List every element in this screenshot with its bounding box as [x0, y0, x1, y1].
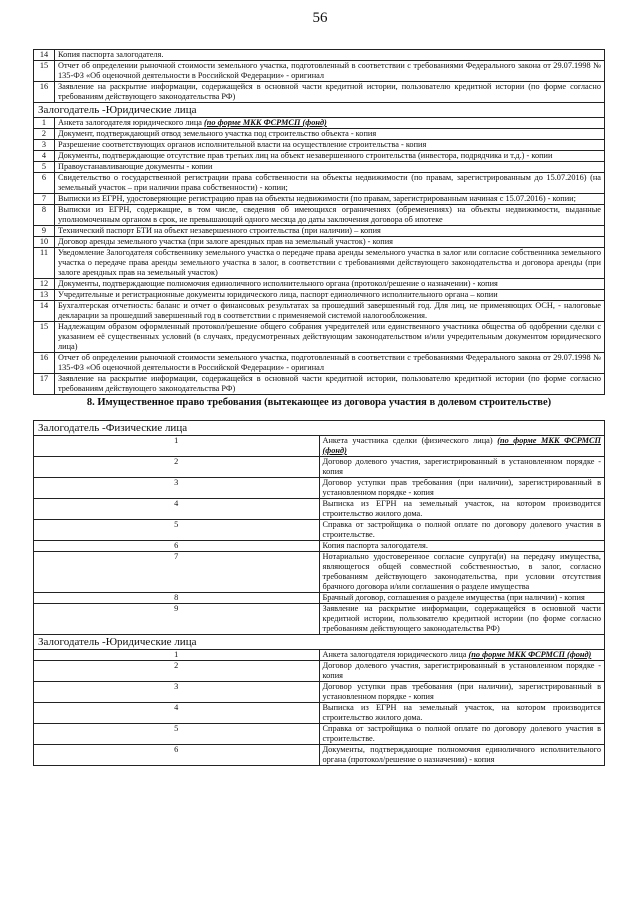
row-text: Выписки из ЕГРН, удостоверяющие регистрацию прав на объекты недвижимости (по правам, зарегистрированным начиная с 15.07.2016) - копии;	[55, 194, 605, 205]
table-row	[34, 604, 605, 635]
row-number: 5	[34, 162, 55, 173]
row-text: Отчет об определении рыночной стоимости земельного участка, подготовленный в соответствии с требованиями Федерального закона от 29.07.1998 № 135-ФЗ «Об оценочной деятельности в Российской Федерации» - оригинал	[55, 61, 605, 82]
section-header-row	[34, 635, 605, 650]
table-c-rows	[34, 661, 605, 766]
table-row	[34, 140, 605, 151]
row-number: 2	[34, 457, 320, 478]
table-row	[34, 552, 605, 593]
row-text: Бухгалтерская отчетность: баланс и отчет о финансовых результатах за прошедший завершенный год. Для лиц, не применяющих ОСН, - налоговые декларации за прошедший завершенный год в соответствии с применяемой системой налогообложения.	[55, 301, 605, 322]
row-text: Заявление на раскрытие информации, содержащейся в основной части кредитной истории, пользователю кредитной истории (по форме согласно требованиям действующего законодательства РФ)	[55, 82, 605, 103]
table-row	[34, 237, 605, 248]
row-text: Нотариально удостоверенное согласие супруга(и) на передачу имущества, являющегося общей совместной собственностью, в залог, согласно требованиям действующего законодательства, при условии отсутствия брачного договора и/или соглашения о разделе имущества	[319, 552, 605, 593]
table-a-rows	[34, 129, 605, 395]
row-text: Надлежащим образом оформленный протокол/решение общего собрания учредителей или единственного участника общества об одобрении сделки с указанием её существенных условий (в случаях, предусмотренных действующим законодательством и/или учредительным документом юридического лица)	[55, 322, 605, 353]
row-text: Договор аренды земельного участка (при залоге арендных прав на земельный участок) - копия	[55, 237, 605, 248]
row-text: Копия паспорта залогодателя.	[319, 541, 605, 552]
documents-table-land	[33, 49, 605, 395]
table-row	[34, 499, 605, 520]
section-header-row	[34, 103, 605, 118]
table-row	[34, 724, 605, 745]
row-number: 3	[34, 140, 55, 151]
row-text: Документы, подтверждающие полномочия единоличного исполнительного органа (протокол/решение о назначении) - копия	[319, 745, 605, 766]
row-text: Копия паспорта залогодателя.	[55, 50, 605, 61]
table-row	[34, 290, 605, 301]
table-row	[34, 745, 605, 766]
page-number: 56	[312, 10, 328, 26]
table-row	[34, 162, 605, 173]
row-number: 16	[34, 353, 55, 374]
row-number: 14	[34, 50, 55, 61]
table-row	[34, 436, 605, 457]
row-text: Заявление на раскрытие информации, содержащейся в основной части кредитной истории, пользователю кредитной истории (по форме согласно требованиям действующего законодательства РФ)	[55, 374, 605, 395]
row-number: 13	[34, 290, 55, 301]
row-number: 10	[34, 237, 55, 248]
row-text: Разрешение соответствующих органов исполнительной власти на осуществление строительства - копия	[55, 140, 605, 151]
form-reference: (по форме МКК ФСРМСП (фонд)	[468, 650, 592, 659]
row-number: 8	[34, 593, 320, 604]
table-row	[34, 194, 605, 205]
row-number: 1	[34, 118, 55, 129]
table-a-continued-rows	[34, 50, 605, 103]
row-text: Отчет об определении рыночной стоимости земельного участка, подготовленный в соответствии с требованиями Федерального закона от 29.07.1998 № 135-ФЗ «Об оценочной деятельности в Российской Федерации» - оригинал	[55, 353, 605, 374]
table-row	[34, 82, 605, 103]
row-number: 3	[34, 478, 320, 499]
row-number: 4	[34, 703, 320, 724]
row-text: Справка от застройщика о полной оплате по договору долевого участия в строительстве.	[319, 520, 605, 541]
table-row	[34, 50, 605, 61]
document-body	[33, 49, 605, 766]
row-text: Договор долевого участия, зарегистрированный в установленном порядке - копия	[319, 661, 605, 682]
row-number: 6	[34, 745, 320, 766]
row-number: 9	[34, 226, 55, 237]
table-row	[34, 520, 605, 541]
row-text: Договор уступки прав требования (при наличии), зарегистрированный в установленном порядке - копия	[319, 682, 605, 703]
row-number: 4	[34, 151, 55, 162]
row-text: Заявление на раскрытие информации, содержащейся в основной части кредитной истории, пользователю кредитной истории (по форме согласно требованиям действующего законодательства РФ)	[319, 604, 605, 635]
row-text	[55, 118, 605, 129]
row-number: 17	[34, 374, 55, 395]
table-row	[34, 151, 605, 162]
table-row	[34, 61, 605, 82]
row-number: 6	[34, 541, 320, 552]
row-text: Документы, подтверждающие полномочия единоличного исполнительного органа (протокол/решение о назначении) - копия	[55, 279, 605, 290]
table-row	[34, 301, 605, 322]
section-heading-8: 8. Имущественное право требования (вытекающее из договора участия в долевом строительстве)	[86, 397, 552, 408]
row-text: Выписка из ЕГРН на земельный участок, на котором производится строительство жилого дома.	[319, 499, 605, 520]
section-title: Залогодатель -Юридические лица	[34, 103, 605, 118]
table-row	[34, 353, 605, 374]
row-number: 4	[34, 499, 320, 520]
table-b-individuals-section	[34, 421, 605, 457]
table-row	[34, 226, 605, 237]
table-c-legal-section	[34, 635, 605, 661]
table-row	[34, 118, 605, 129]
row-number: 6	[34, 173, 55, 194]
row-text: Правоустанавливающие документы - копии	[55, 162, 605, 173]
table-row	[34, 478, 605, 499]
row-text: Документы, подтверждающие отсутствие прав третьих лиц на объект незавершенного строительства (инвестора, подрядчика и т.д.) - копии	[55, 151, 605, 162]
row-number: 5	[34, 724, 320, 745]
table-b-rows	[34, 457, 605, 635]
row-text: Выписка из ЕГРН на земельный участок, на котором производится строительство жилого дома.	[319, 703, 605, 724]
row-text: Договор долевого участия, зарегистрированный в установленном порядке - копия	[319, 457, 605, 478]
form-reference: (по форме МКК ФСРМСП (фонд)	[204, 118, 327, 127]
row-number: 16	[34, 82, 55, 103]
row-text: Договор уступки прав требования (при наличии), зарегистрированный в установленном порядке - копия	[319, 478, 605, 499]
table-row	[34, 703, 605, 724]
table-row	[34, 682, 605, 703]
table-row	[34, 248, 605, 279]
row-number: 7	[34, 552, 320, 593]
row-text: Справка от застройщика о полной оплате по договору долевого участия в строительстве.	[319, 724, 605, 745]
table-row	[34, 279, 605, 290]
row-text	[319, 436, 605, 457]
row-number: 2	[34, 129, 55, 140]
row-text	[319, 650, 605, 661]
row-number: 1	[34, 436, 320, 457]
row-text-prefix: Анкета участника сделки (физического лица)	[322, 436, 498, 445]
row-number: 9	[34, 604, 320, 635]
table-row	[34, 650, 605, 661]
table-row	[34, 173, 605, 194]
table-a-legal-section	[34, 103, 605, 129]
row-number: 3	[34, 682, 320, 703]
table-row	[34, 374, 605, 395]
row-number: 14	[34, 301, 55, 322]
documents-table-claims	[33, 420, 605, 766]
row-number: 15	[34, 322, 55, 353]
row-number: 8	[34, 205, 55, 226]
form-reference: (по форме МКК ФСРМСП (фонд)	[322, 436, 601, 455]
row-number: 5	[34, 520, 320, 541]
row-text: Выписки из ЕГРН, содержащие, в том числе, сведения об имеющихся ограничениях (обременениях) на объекты недвижимости, выданные уполномоченным органом в срок, не превышающий одного месяца до даты заключения договора об ипотеке	[55, 205, 605, 226]
row-number: 15	[34, 61, 55, 82]
row-text-prefix: Анкета залогодателя юридического лица	[58, 118, 205, 127]
row-number: 2	[34, 661, 320, 682]
section-title: Залогодатель -Юридические лица	[34, 635, 605, 650]
row-text: Документ, подтверждающий отвод земельного участка под строительство объекта - копия	[55, 129, 605, 140]
row-number: 7	[34, 194, 55, 205]
table-row	[34, 322, 605, 353]
row-text: Учредительные и регистрационные документы юридического лица, паспорт единоличного исполнительного органа – копии	[55, 290, 605, 301]
row-number: 1	[34, 650, 320, 661]
section-header-row	[34, 421, 605, 436]
table-row	[34, 661, 605, 682]
table-row	[34, 593, 605, 604]
row-number: 12	[34, 279, 55, 290]
table-row	[34, 457, 605, 478]
row-text: Свидетельство о государственной регистрации права собственности на объекты недвижимости (по правам, зарегистрированным до 15.07.2016) (на земельный участок – при наличии права собственности) - копии;	[55, 173, 605, 194]
section-title: Залогодатель -Физические лица	[34, 421, 605, 436]
table-row	[34, 205, 605, 226]
row-text: Уведомление Залогодателя собственнику земельного участка о передаче права аренды земельного участка в залог или согласие собственника земельного участка о передаче права аренды земельного участка в залог, в соответствии с требованиями действующего законодательства и договора аренды (при залоге арендных прав на земельный участок)	[55, 248, 605, 279]
row-number: 11	[34, 248, 55, 279]
row-text: Брачный договор, соглашения о разделе имущества (при наличии) - копия	[319, 593, 605, 604]
row-text-prefix: Анкета залогодателя юридического лица	[322, 650, 469, 659]
row-text: Технический паспорт БТИ на объект незавершенного строительства (при наличии) – копия	[55, 226, 605, 237]
table-row	[34, 129, 605, 140]
table-row	[34, 541, 605, 552]
